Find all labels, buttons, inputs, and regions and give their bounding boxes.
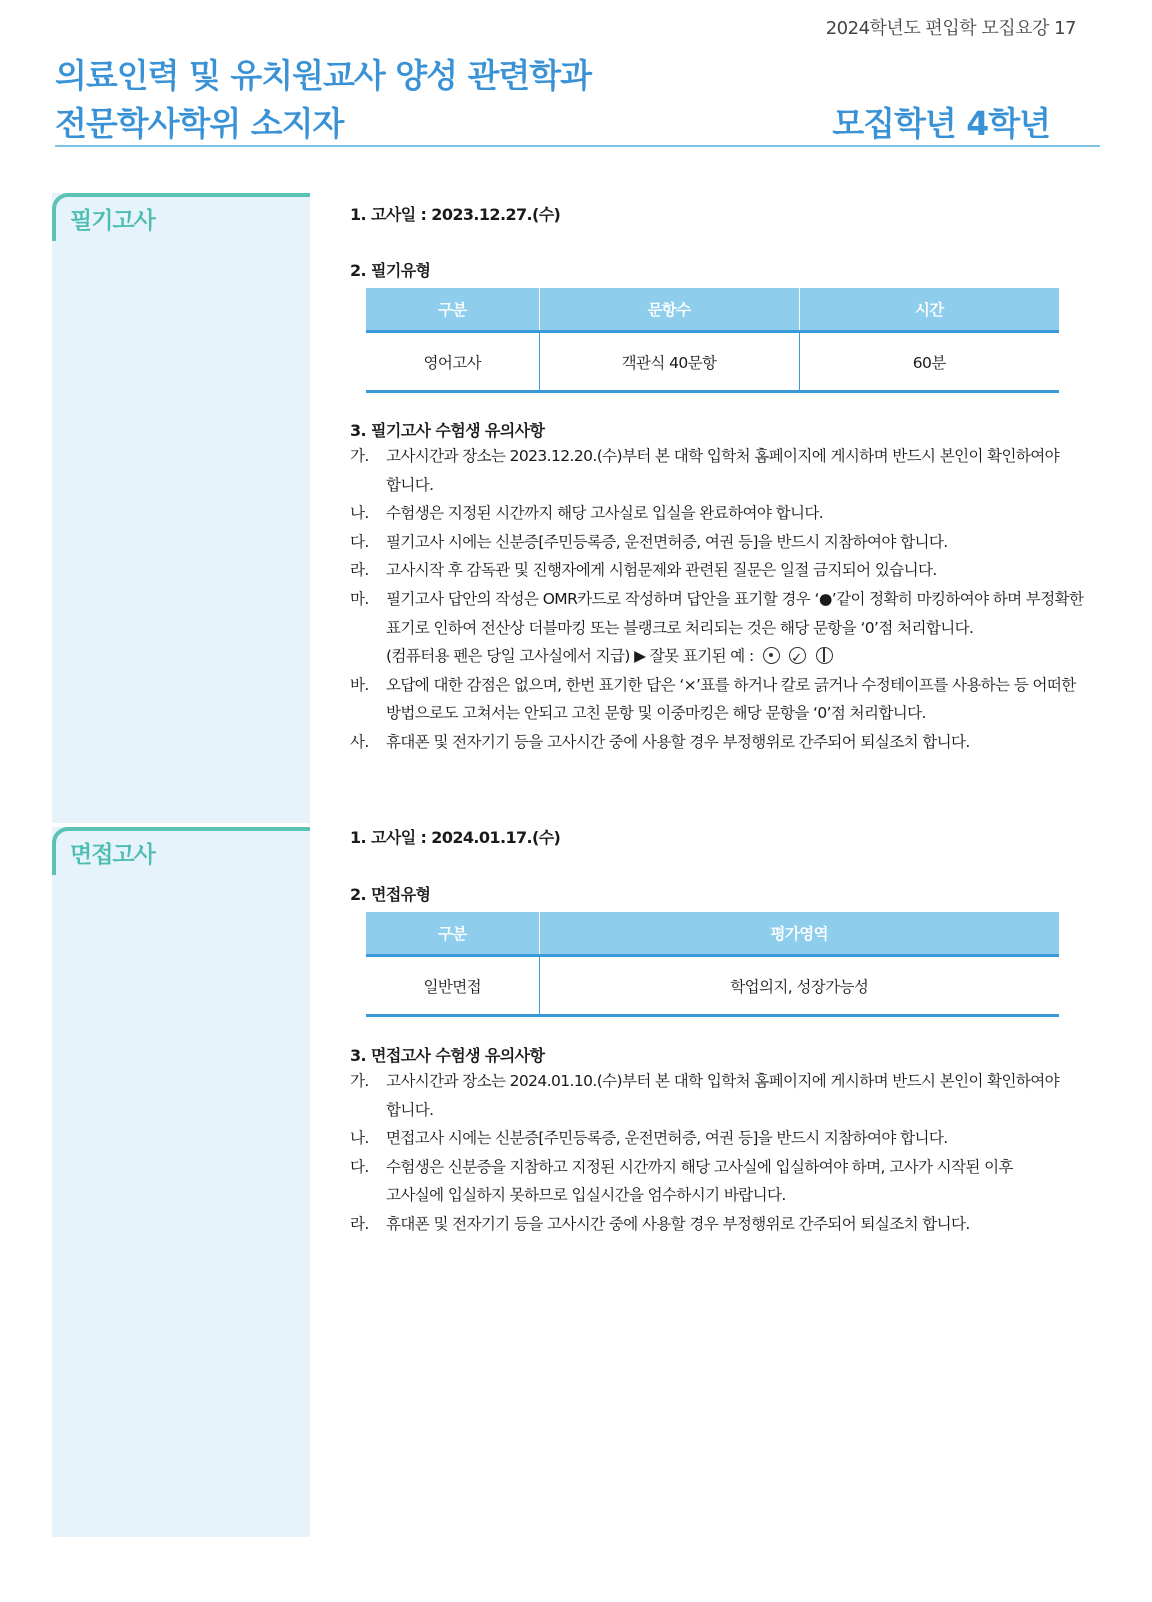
list-item [350,1067,1090,1124]
table-header-cell: 시간 [799,288,1059,332]
table-cell: 일반면접 [366,956,539,1016]
sidebar-interview-bg [52,827,310,1537]
table-cell: 학업의지, 성장가능성 [539,956,1059,1016]
written-content [350,200,1090,800]
table-cell: 영어고사 [366,332,539,392]
list-item [350,728,1090,757]
table-cell: 60분 [799,332,1059,392]
title-divider [55,145,1100,147]
table-header-row [366,288,1059,332]
note-line: 고사실에 입실하지 못하므로 입실시간을 엄수하시기 바랍니다. [386,1186,786,1205]
table-row [366,956,1059,1016]
section-tab-label: 필기고사 [70,208,155,234]
interview-notes-heading: 3. 면접고사 수험생 유의사항 [350,1046,545,1065]
interview-type-table [366,912,1059,1017]
list-item [350,1124,1090,1153]
note-marker: 가. [350,1072,369,1090]
table-header-cell: 구분 [366,912,539,956]
title-line-2: 전문학사학위 소지자 [55,104,344,143]
note-line: 고사시작 후 감독관 및 진행자에게 시험문제와 관련된 질문은 일절 금지되어 있습니다. [386,561,937,580]
note-line: 오답에 대한 감점은 없으며, 한번 표기한 답은 ‘×’표를 하거나 칼로 긁거나 수정테이프를 사용하는 등 어떠한 [386,675,1076,694]
section-tab-interview [52,827,310,875]
table-cell: 객관식 40문항 [539,332,799,392]
note-line: 필기고사 시에는 신분증[주민등록증, 운전면허증, 여권 등]을 반드시 지참하여야 합니다. [386,532,948,551]
sidebar-written-bg [52,193,310,823]
marking-check-icon [789,647,806,664]
note-line: 표기로 인하여 전산상 더블마킹 또는 블랭크로 처리되는 것은 해당 문항을 ‘0’점 처리합니다. [386,618,974,637]
note-marker: 바. [350,675,369,694]
note-marker: 마. [350,589,369,608]
note-line-with-examples [383,642,1090,671]
note-marker: 나. [350,1129,369,1148]
list-item [350,585,1090,671]
written-type-table [366,288,1059,393]
note-line: 면접고사 시에는 신분증[주민등록증, 운전면허증, 여권 등]을 반드시 지참하여야 합니다. [386,1129,948,1148]
interview-content [350,825,1090,1245]
note-marker: 다. [350,1157,369,1176]
list-item [350,556,1090,585]
note-line: (컴퓨터용 펜은 당일 고사실에서 지급) ▶ 잘못 표기된 예 : [386,647,754,666]
note-marker: 라. [350,1214,369,1233]
table-header-cell: 문항수 [539,288,799,332]
note-line: 합니다. [386,475,434,494]
marking-dot-icon [763,647,780,664]
table-row [366,332,1059,392]
note-line: 수험생은 지정된 시간까지 해당 고사실로 입실을 완료하여야 합니다. [386,504,824,523]
interview-notes-list [350,1067,1090,1239]
note-line: 방법으로도 고쳐서는 안되고 고친 문항 및 이중마킹은 해당 문항을 ‘0’점 처리합니다. [386,704,926,723]
title-grade: 모집학년 4학년 [832,104,1050,143]
list-item [350,1153,1090,1210]
list-item [350,442,1090,499]
note-marker: 다. [350,532,369,551]
note-marker: 라. [350,561,369,580]
note-marker: 사. [350,732,369,751]
note-line: 수험생은 신분증을 지참하고 지정된 시간까지 해당 고사실에 입실하여야 하며, 고사가 시작된 이후 [386,1157,1013,1176]
list-item [350,1210,1090,1239]
list-item [350,528,1090,557]
table-header-cell: 평가영역 [539,912,1059,956]
note-line: 고사시간과 장소는 2023.12.20.(수)부터 본 대학 입학처 홈페이지에 게시하며 반드시 본인이 확인하여야 [386,447,1060,465]
written-type-heading: 2. 필기유형 [350,261,431,280]
title-line-1: 의료인력 및 유치원교사 양성 관련학과 [55,56,592,95]
note-line: 고사시간과 장소는 2024.01.10.(수)부터 본 대학 입학처 홈페이지에 게시하며 반드시 본인이 확인하여야 [386,1072,1060,1090]
note-marker: 가. [350,447,369,465]
marking-half-icon [816,647,833,664]
section-tab-written [52,193,310,241]
note-line: 휴대폰 및 전자기기 등을 고사시간 중에 사용할 경우 부정행위로 간주되어 퇴실조치 합니다. [386,732,970,751]
interview-type-heading: 2. 면접유형 [350,885,431,904]
table-header-row [366,912,1059,956]
note-marker: 나. [350,504,369,523]
page-label: 2024학년도 편입학 모집요강 17 [825,18,1076,39]
interview-date-heading: 1. 고사일 : 2024.01.17.(수) [350,828,561,847]
written-notes-heading: 3. 필기고사 수험생 유의사항 [350,421,545,440]
note-line: 합니다. [386,1100,434,1119]
written-date-heading: 1. 고사일 : 2023.12.27.(수) [350,205,561,224]
table-header-cell: 구분 [366,288,539,332]
note-line: 필기고사 답안의 작성은 OMR카드로 작성하며 답안을 표기할 경우 ‘●’같이 정확히 마킹하여야 하며 부정확한 [386,589,1084,608]
list-item [350,671,1090,728]
title-block [55,52,1100,148]
note-line: 휴대폰 및 전자기기 등을 고사시간 중에 사용할 경우 부정행위로 간주되어 퇴실조치 합니다. [386,1214,970,1233]
section-tab-label: 면접고사 [70,842,155,868]
list-item [350,499,1090,528]
written-notes-list [350,442,1090,757]
